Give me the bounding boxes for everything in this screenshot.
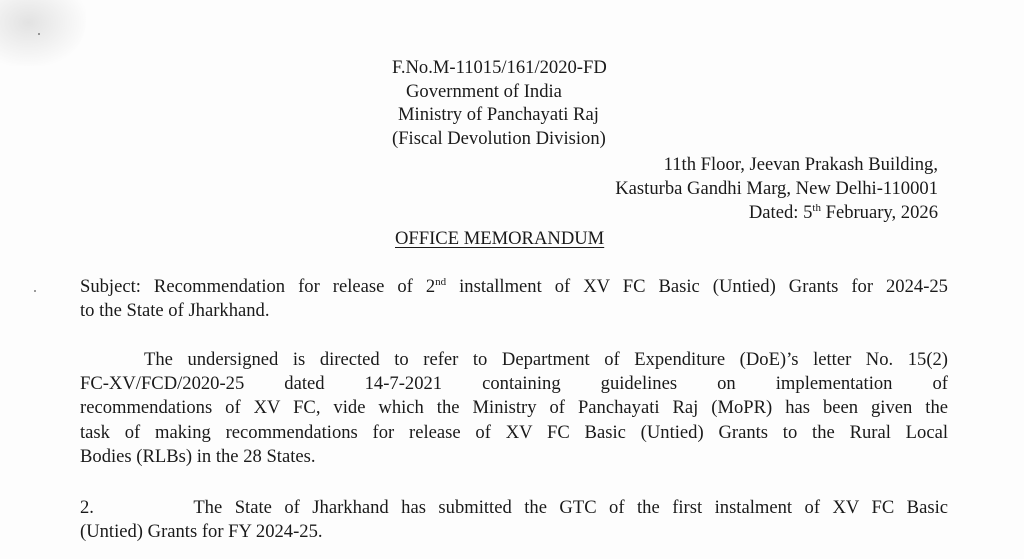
para1-line-5: Bodies (RLBs) in the 28 States. xyxy=(80,445,316,467)
paragraph-1 xyxy=(80,348,948,469)
para1-line-3: recommendations of XV FC, vide which the Ministry of Panchayati Raj (MoPR) has been given the xyxy=(80,397,948,419)
subject-text-b: installment of XV FC Basic (Untied) Grants for 2024-25 xyxy=(446,276,948,297)
date-superscript: th xyxy=(812,202,821,214)
speck-mark xyxy=(34,290,36,292)
paragraph-2 xyxy=(80,496,948,544)
para2-line-2: (Untied) Grants for FY 2024-25. xyxy=(80,521,323,543)
memo-title: OFFICE MEMORANDUM xyxy=(395,228,605,249)
date-prefix: Dated: 5 xyxy=(748,202,813,223)
address-block xyxy=(615,153,938,225)
address-line-2: Kasturba Gandhi Marg, New Delhi-110001 xyxy=(615,178,938,199)
subject-superscript: nd xyxy=(435,276,447,288)
para2-line-1: 2. The State of Jharkhand has submitted the GTC of the first instalment of XV FC Basic xyxy=(80,497,948,518)
letter-header xyxy=(392,56,692,150)
para1-line-1: The undersigned is directed to refer to Department of Expenditure (DoE)’s letter No. 15(2) xyxy=(144,349,948,370)
date-suffix: February, 2026 xyxy=(820,202,938,223)
subject-text-a: Subject: Recommendation for release of 2 xyxy=(80,276,436,297)
division-line: (Fiscal Devolution Division) xyxy=(392,127,606,149)
subject-line-1 xyxy=(80,275,948,299)
corner-smudge xyxy=(0,0,86,66)
speck-mark xyxy=(38,33,40,35)
date-line xyxy=(615,201,938,225)
subject-paragraph xyxy=(80,275,948,323)
government-line: Government of India xyxy=(406,80,562,102)
file-number: F.No.M-11015/161/2020-FD xyxy=(392,57,607,78)
subject-line-2: to the State of Jharkhand. xyxy=(80,300,270,322)
ministry-line: Ministry of Panchayati Raj xyxy=(398,104,599,125)
para1-line-2: FC-XV/FCD/2020-25 dated 14-7-2021 containing guidelines on implementation of xyxy=(80,373,948,395)
address-line-1: 11th Floor, Jeevan Prakash Building, xyxy=(663,154,938,175)
para1-line-4: task of making recommendations for release of XV FC Basic (Untied) Grants to the Rural Local xyxy=(80,421,948,443)
